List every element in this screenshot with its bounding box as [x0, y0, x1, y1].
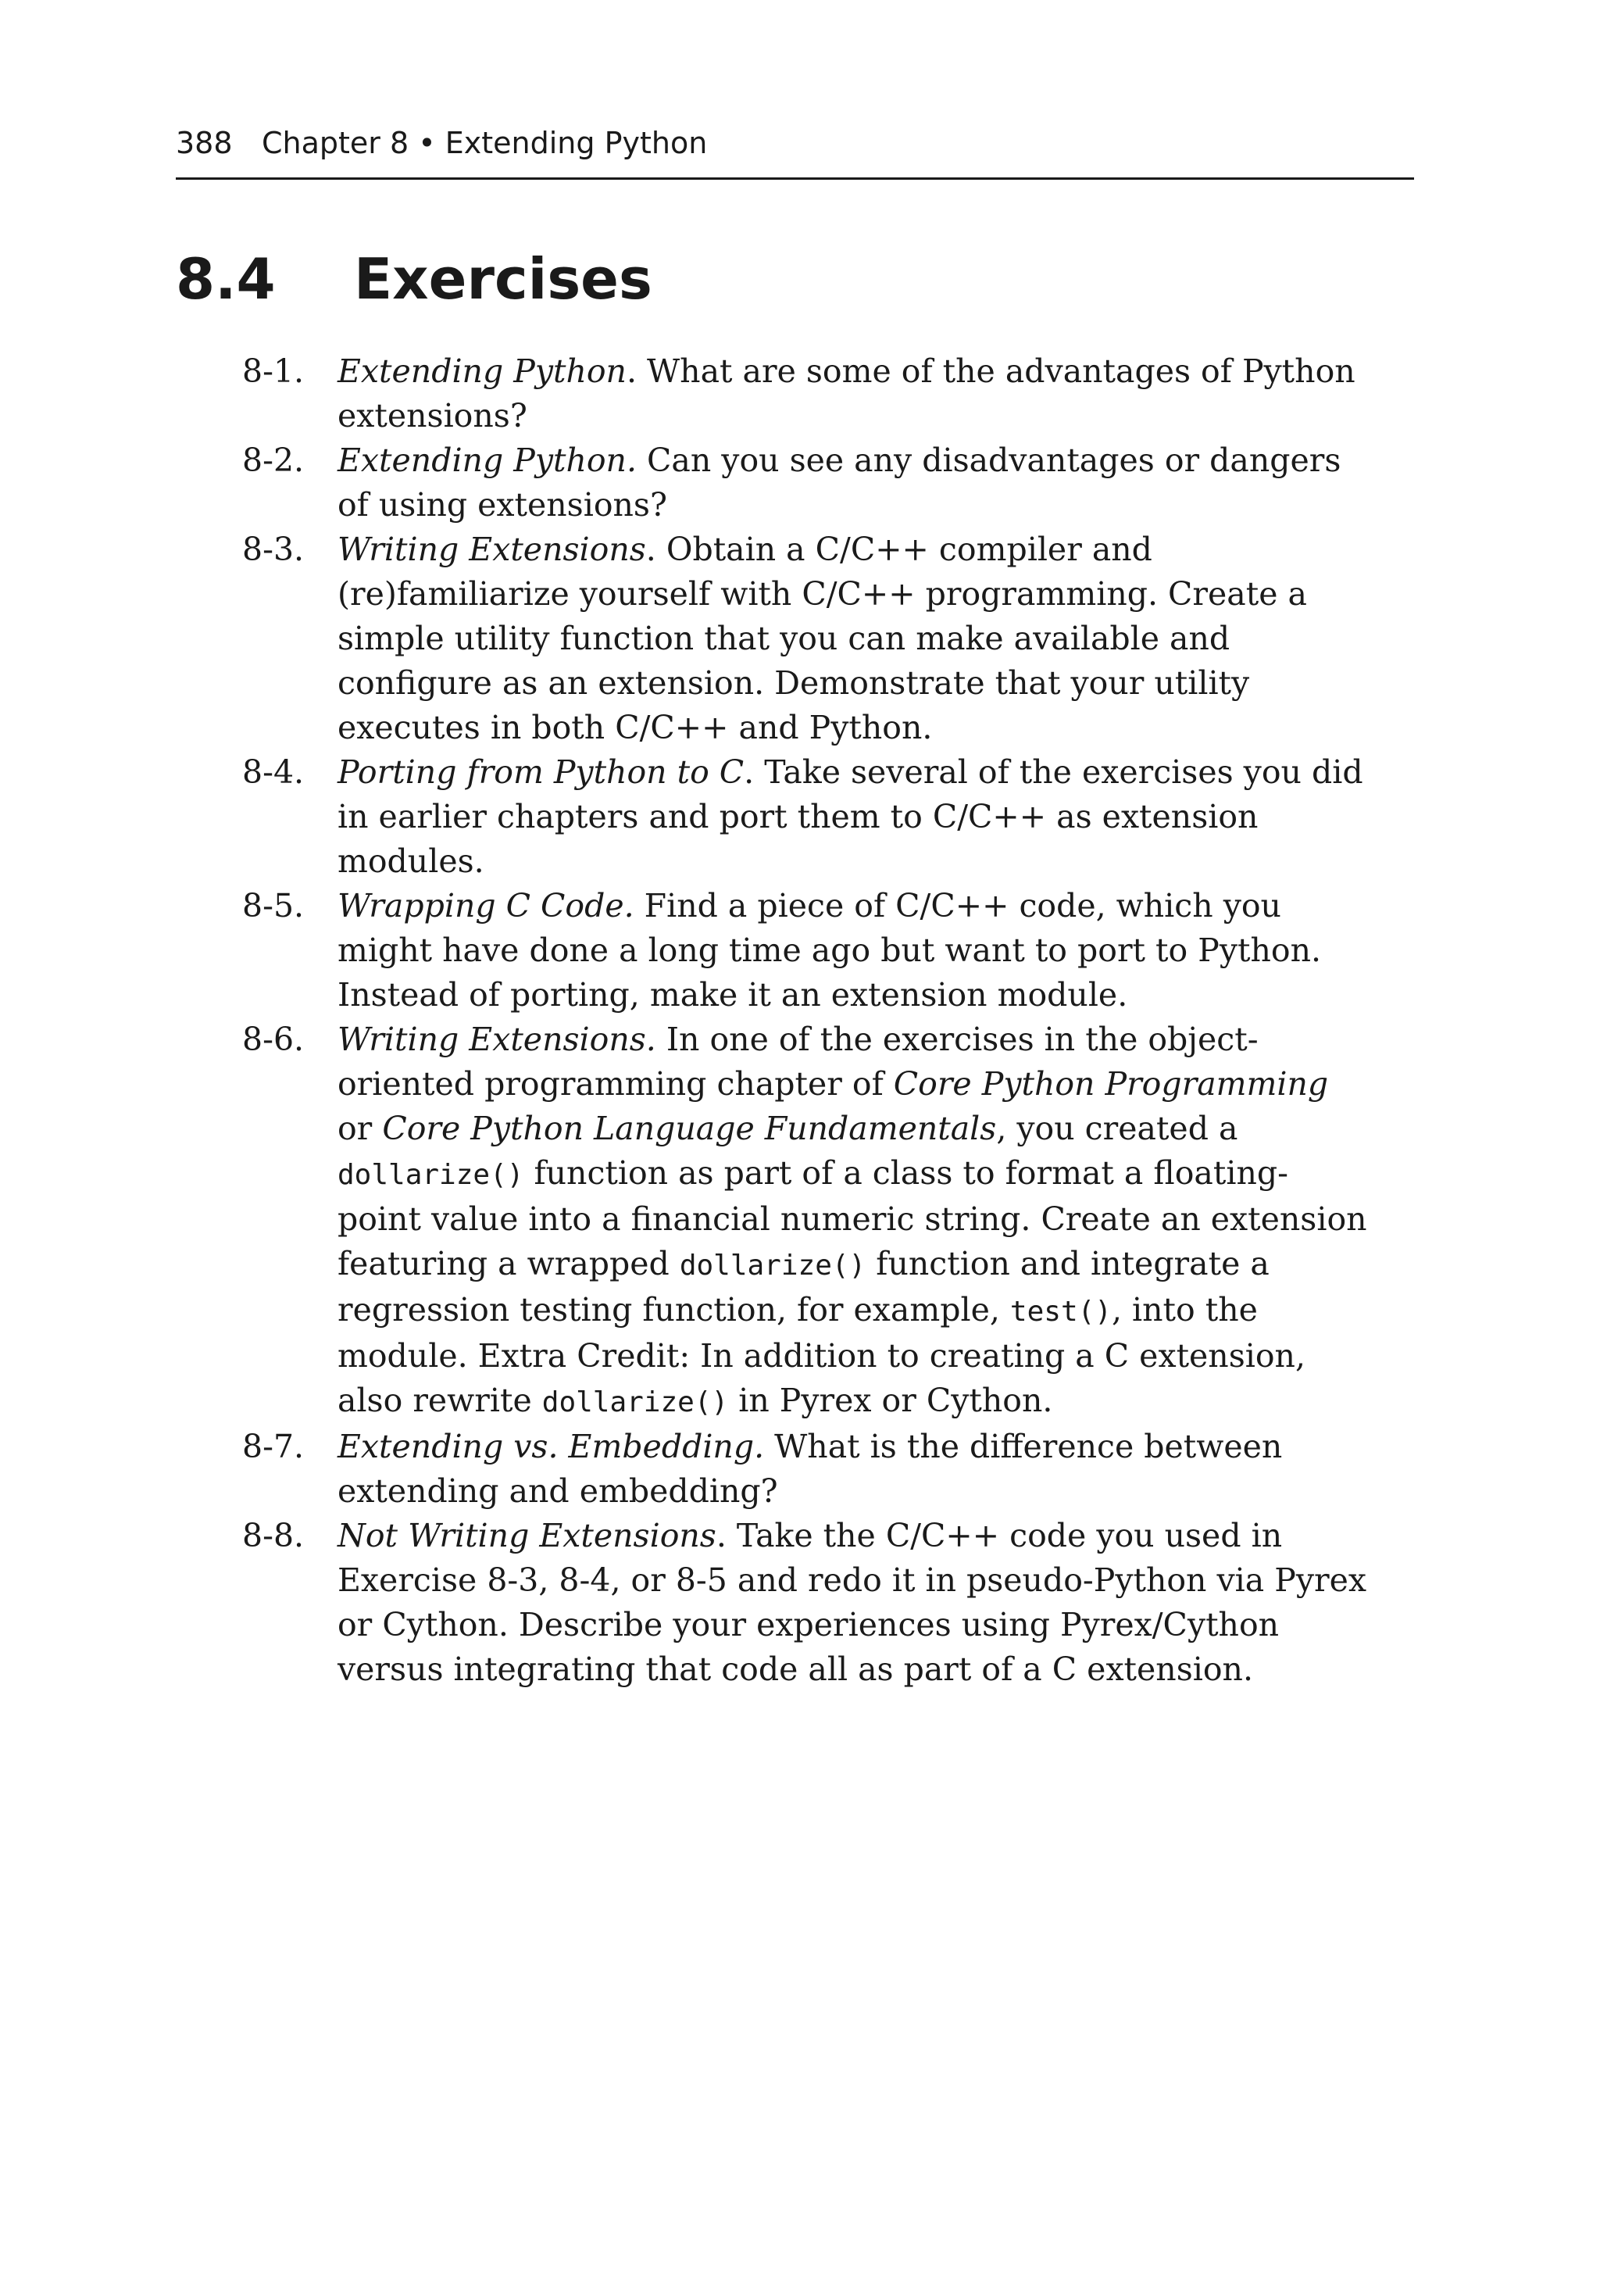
exercise-number: 8-4. — [242, 753, 305, 791]
exercise-body: , you created a — [996, 1110, 1238, 1147]
exercise-topic: Writing Extensions. — [338, 1021, 656, 1058]
exercise-body: function as part of a class to format a floating-point value into a financial numeric string. Create an extension featuring a wrapped — [338, 1154, 1367, 1282]
book-title: Core Python Programming — [893, 1065, 1329, 1103]
exercise-number: 8-7. — [242, 1428, 305, 1465]
exercise-topic: Extending vs. Embedding. — [338, 1428, 765, 1465]
page-number: 388 — [176, 126, 233, 160]
exercise-body: function and integrate a regression testing function, for example, — [338, 1245, 1270, 1329]
exercise-body: or — [338, 1110, 383, 1147]
exercise-number: 8-5. — [242, 887, 305, 924]
exercise-text — [338, 750, 1367, 884]
exercise-body: . What are some of the advantages of Python extensions? — [338, 352, 1355, 435]
exercise-number: 8-1. — [242, 352, 305, 390]
running-title: Chapter 8 • Extending Python — [262, 126, 708, 160]
code-dollarize: dollarize() — [338, 1159, 524, 1191]
exercise-body: Find a piece of C/C++ code, which you might have done a long time ago but want to port to Python. Instead of porting, make it an extension module. — [338, 887, 1322, 1014]
exercise-body: . Take several of the exercises you did in earlier chapters and port them to C/C++ as extension modules. — [338, 753, 1363, 880]
exercise-8-1 — [242, 349, 1367, 438]
code-dollarize: dollarize() — [679, 1250, 866, 1282]
exercise-topic: Not Writing Extensions — [338, 1517, 716, 1554]
exercise-8-5 — [242, 884, 1367, 1017]
code-test: test() — [1009, 1296, 1112, 1328]
exercise-8-2 — [242, 438, 1367, 528]
code-dollarize: dollarize() — [541, 1386, 729, 1418]
exercise-text — [338, 528, 1367, 750]
exercise-8-4 — [242, 750, 1367, 884]
exercise-number: 8-2. — [242, 442, 305, 479]
exercise-text — [338, 1017, 1367, 1425]
exercise-topic: Writing Extensions — [338, 531, 646, 568]
exercise-topic: Extending Python — [338, 352, 627, 390]
section-number: 8.4 — [176, 246, 276, 312]
exercise-8-8 — [242, 1514, 1367, 1692]
exercise-body: in Pyrex or Cython. — [728, 1382, 1053, 1419]
section-title: Exercises — [354, 246, 652, 312]
book-title: Core Python Language Fundamentals — [382, 1110, 997, 1147]
page-header — [176, 117, 1414, 180]
exercise-text — [338, 1514, 1367, 1692]
exercise-list — [242, 349, 1367, 1692]
exercise-number: 8-8. — [242, 1517, 305, 1554]
exercise-text — [338, 438, 1367, 528]
exercise-8-3 — [242, 528, 1367, 750]
exercise-body: , into the module. Extra Credit: In addition to creating a C extension, also rewrite — [338, 1291, 1305, 1419]
exercise-text — [338, 884, 1367, 1017]
exercise-8-6 — [242, 1017, 1367, 1425]
exercise-topic: Porting from Python to C — [338, 753, 745, 791]
exercise-body: . Obtain a C/C++ compiler and (re)familiarize yourself with C/C++ programming. Create a simple utility function that you can make available and configure as an extension. Demonstrate that your utility executes in both C/C++ and Python. — [338, 531, 1307, 746]
exercise-body: What is the difference between extending and embedding? — [338, 1428, 1283, 1510]
exercise-text — [338, 1425, 1367, 1514]
exercise-8-7 — [242, 1425, 1367, 1514]
exercise-body: . Take the C/C++ code you used in Exercise 8-3, 8-4, or 8-5 and redo it in pseudo-Python via Pyrex or Cython. Describe your experiences using Pyrex/Cython versus integrating that code all as part of a C extension. — [338, 1517, 1366, 1688]
exercise-number: 8-3. — [242, 531, 305, 568]
exercise-body: Can you see any disadvantages or dangers of using extensions? — [338, 442, 1341, 524]
exercise-topic: Wrapping C Code. — [338, 887, 634, 924]
exercise-body: In one of the exercises in the object-oriented programming chapter of — [338, 1021, 1259, 1103]
exercise-text — [338, 349, 1367, 438]
exercise-topic: Extending Python. — [338, 442, 637, 479]
exercise-number: 8-6. — [242, 1021, 305, 1058]
